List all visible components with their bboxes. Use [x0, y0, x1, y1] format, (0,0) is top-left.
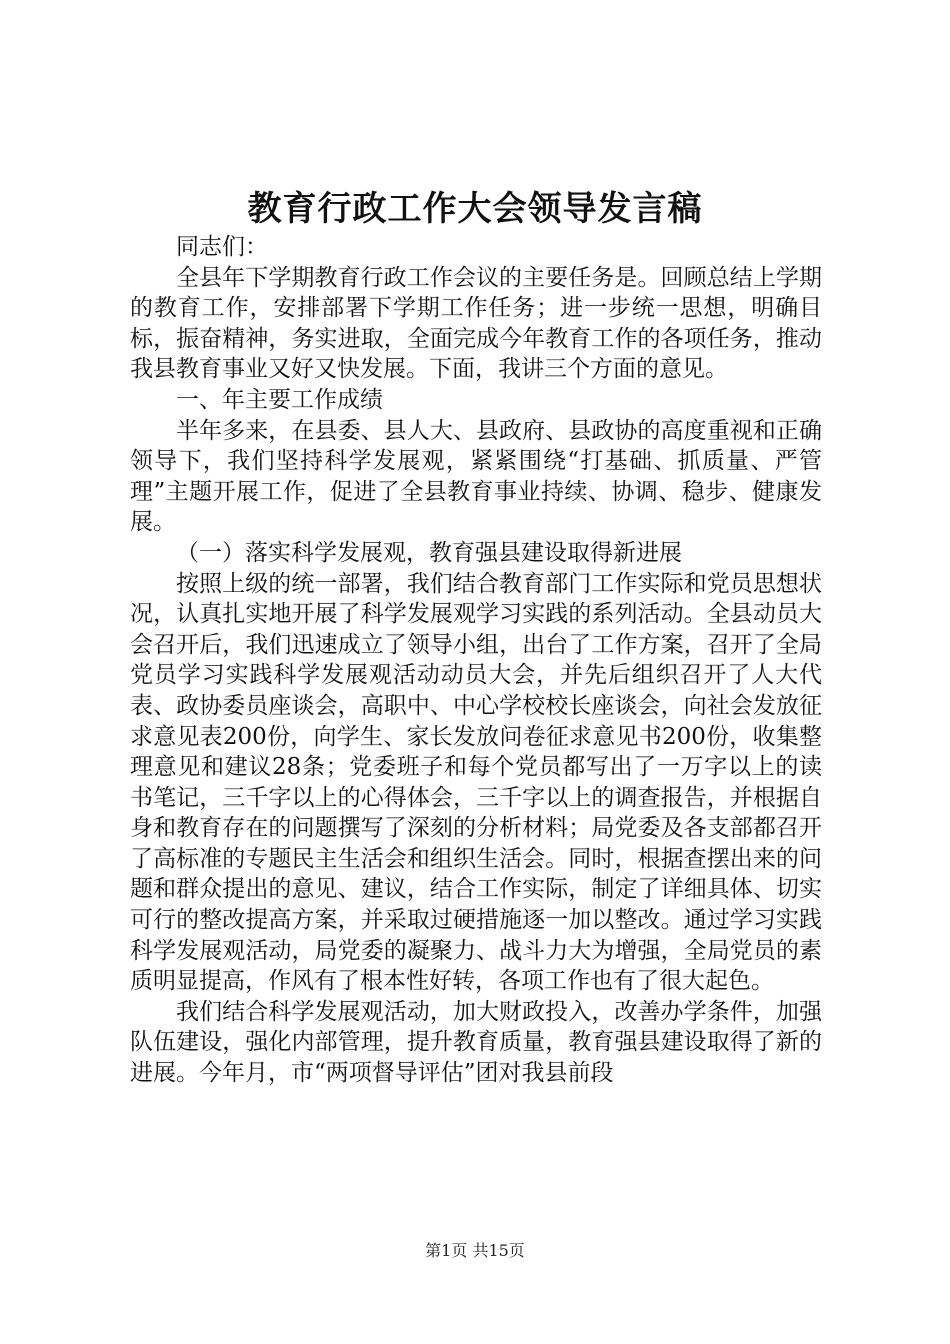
body-paragraph: 半年多来，在县委、县人大、县政府、县政协的高度重视和正确领导下，我们坚持科学发展观，紧紧围绕“打基础、抓质量、严管理”主题开展工作，促进了全县教育事业持续、协调、稳步、健康发展。 — [130, 417, 822, 536]
body-paragraph: 按照上级的统一部署，我们结合教育部门工作实际和党员思想状况，认真扎实地开展了科学发展观学习实践的系列活动。全县动员大会召开后，我们迅速成立了领导小组，出台了工作方案，召开了全局党员学习实践科学发展观活动动员大会，并先后组织召开了人大代表、政协委员座谈会，高职中、中心学校校长座谈会，向社会发放征求意见表200份，向学生、家长发放问卷征求意见书200份，收集整理意见和建议28条；党委班子和每个党员都写出了一万字以上的读书笔记，三千字以上的心得体会，三千字以上的调查报告，并根据自身和教育存在的问题撰写了深刻的分析材料；局党委及各支部都召开了高标准的专题民主生活会和组织生活会。同时，根据查摆出来的问题和群众提出的意见、建议，结合工作实际，制定了详细具体、切实可行的整改提高方案，并采取过硬措施逐一加以整改。通过学习实践科学发展观活动，局党委的凝聚力、战斗力大为增强，全局党员的素质明显提高，作风有了根本性好转，各项工作也有了很大起色。 — [130, 570, 822, 995]
body-paragraph: 我们结合科学发展观活动，加大财政投入，改善办学条件，加强队伍建设，强化内部管理，提升教育质量，教育强县建设取得了新的进展。今年月，市“两项督导评估”团对我县前段 — [130, 998, 822, 1087]
intro-paragraph: 全县年下学期教育行政工作会议的主要任务是。回顾总结上学期的教育工作，安排部署下学期工作任务；进一步统一思想，明确目标，振奋精神，务实进取，全面完成今年教育工作的各项任务，推动我县教育事业又好又快发展。下面，我讲三个方面的意见。 — [130, 264, 822, 383]
section-heading: 一、年主要工作成绩 — [176, 386, 383, 413]
document-body — [130, 232, 822, 1089]
document-title: 教育行政工作大会领导发言稿 — [247, 189, 703, 229]
page-number-footer: 第1页 共15页 — [425, 1241, 525, 1260]
salutation-paragraph: 同志们： — [176, 234, 268, 260]
subsection-heading: （一）落实科学发展观，教育强县建设取得新进展 — [176, 539, 682, 566]
